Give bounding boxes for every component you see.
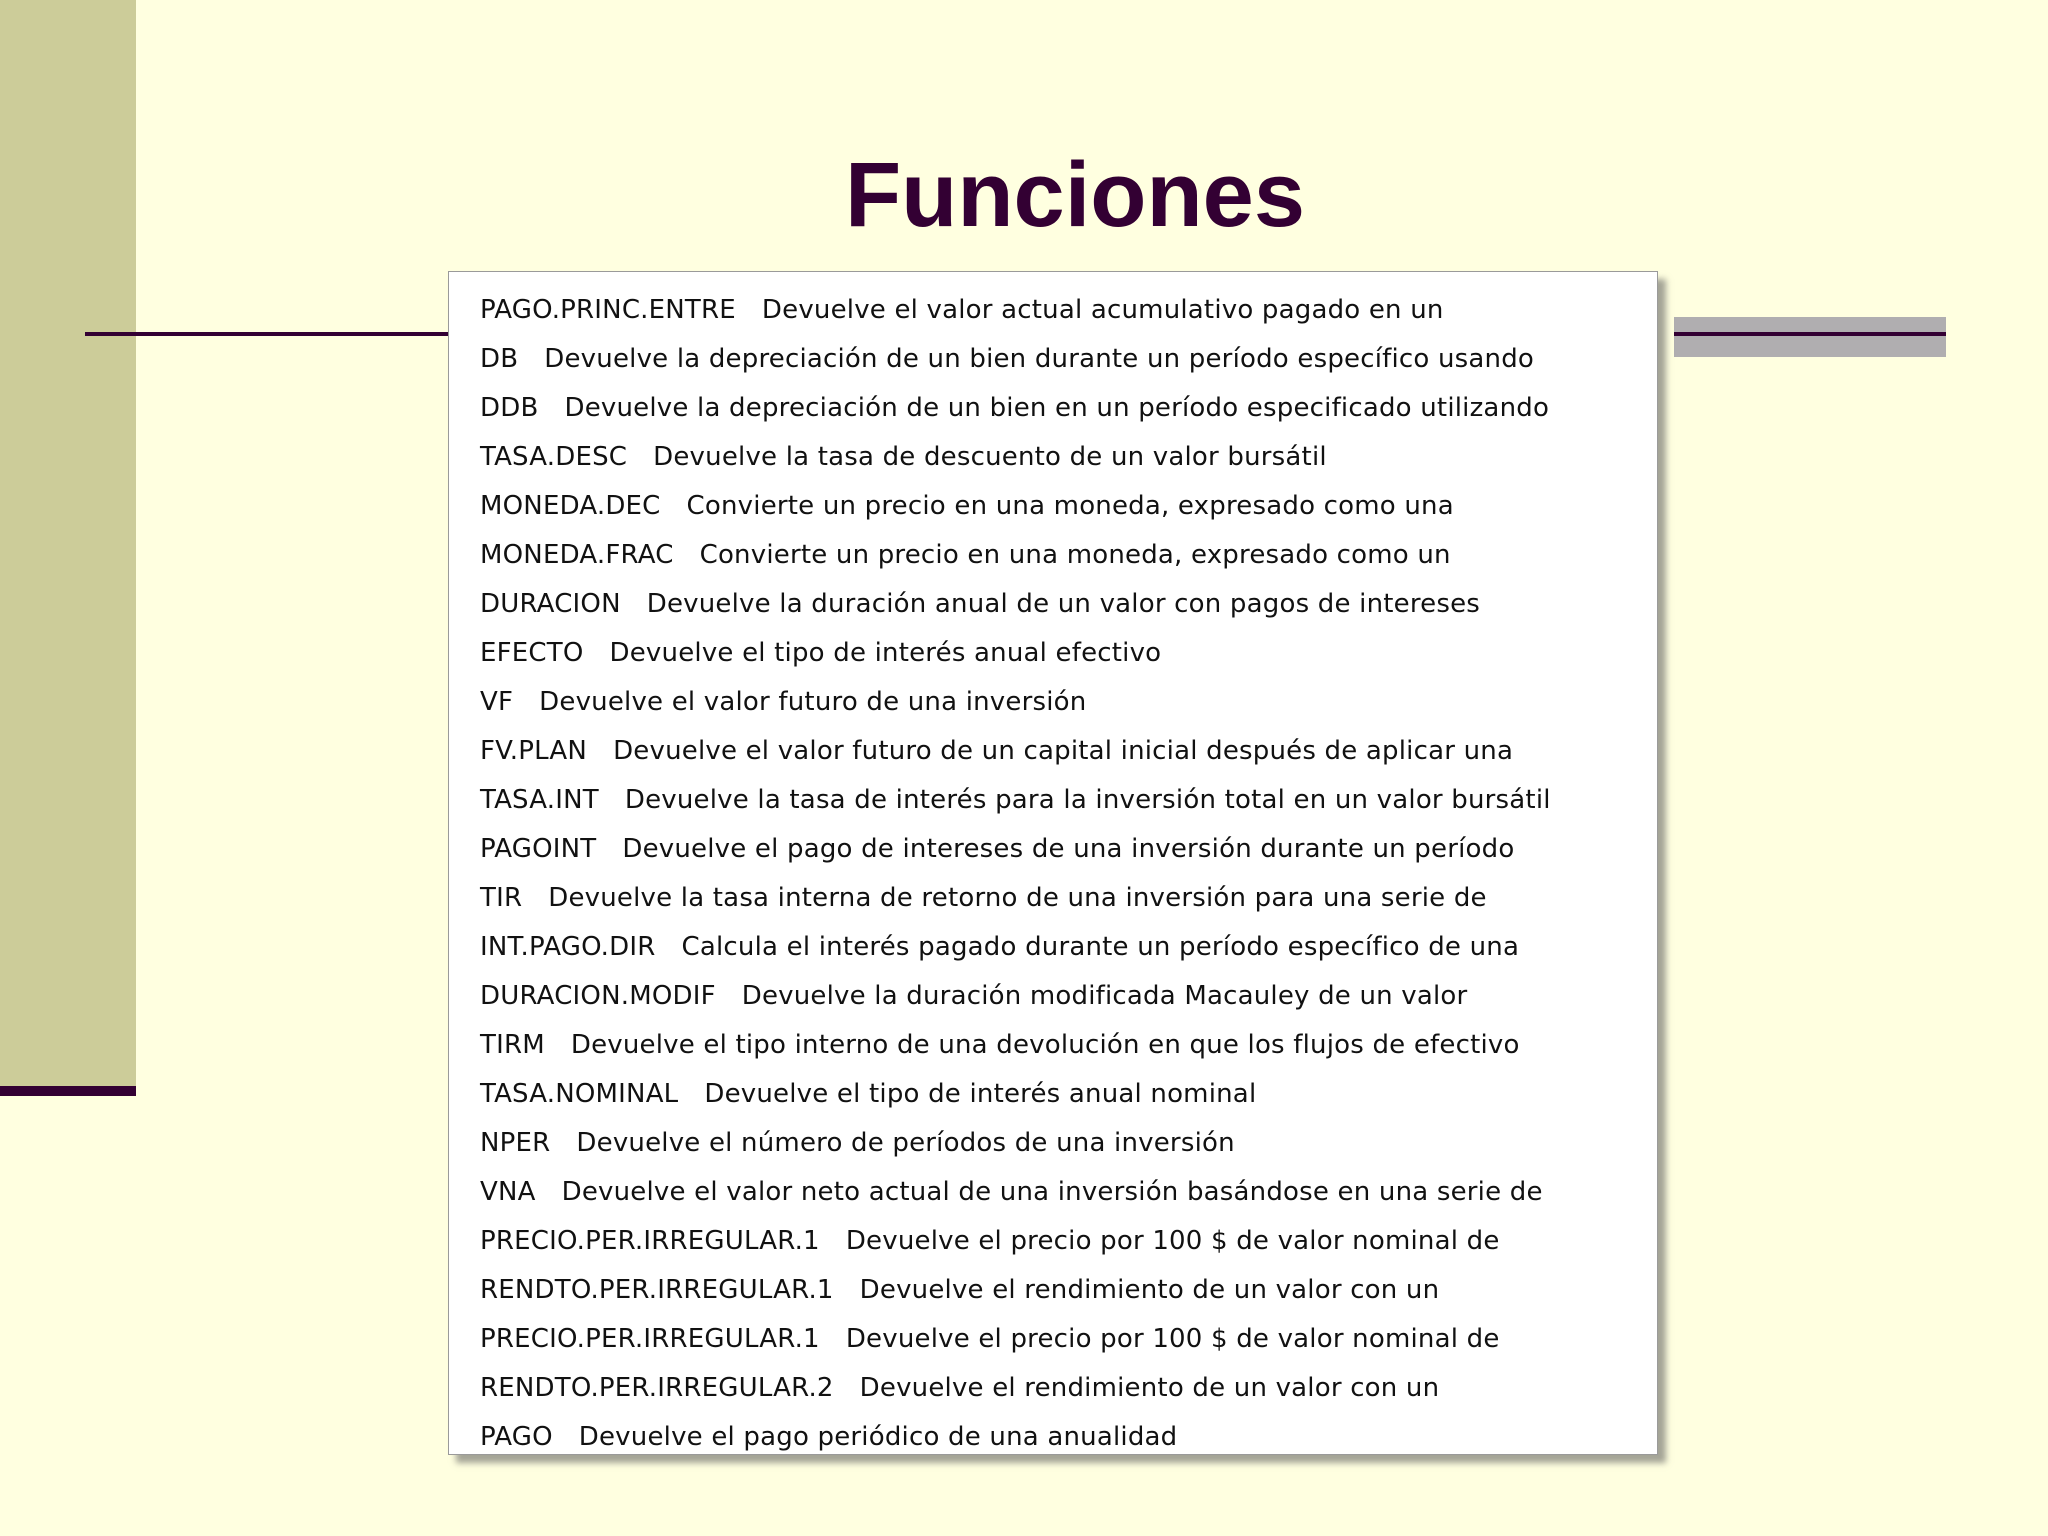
left-accent-bar	[0, 0, 136, 1086]
function-description: Devuelve el pago periódico de una anualidad	[578, 1422, 1178, 1452]
function-row	[480, 1119, 1657, 1168]
function-name: DURACION.MODIF	[480, 981, 716, 1011]
function-row	[480, 384, 1657, 433]
function-row	[480, 580, 1657, 629]
function-description: Devuelve el valor neto actual de una inversión basándose en una serie de	[561, 1177, 1543, 1207]
function-row	[480, 1070, 1657, 1119]
function-description: Devuelve la duración anual de un valor con pagos de intereses	[646, 589, 1481, 619]
function-description: Devuelve el valor futuro de un capital inicial después de aplicar una	[613, 736, 1514, 766]
function-description: Devuelve el número de períodos de una inversión	[576, 1128, 1235, 1158]
function-description: Devuelve la depreciación de un bien durante un período específico usando	[544, 344, 1535, 374]
function-description: Devuelve la depreciación de un bien en un período especificado utilizando	[564, 393, 1550, 423]
function-description: Devuelve el precio por 100 $ de valor nominal de	[845, 1324, 1500, 1354]
function-description: Devuelve la tasa de descuento de un valor bursátil	[653, 442, 1327, 472]
function-row	[480, 923, 1657, 972]
function-description: Devuelve el rendimiento de un valor con un	[859, 1373, 1440, 1403]
title-rule-left	[85, 332, 455, 336]
function-row	[480, 972, 1657, 1021]
function-name: DURACION	[480, 589, 621, 619]
function-row	[480, 678, 1657, 727]
function-name: VF	[480, 687, 514, 717]
function-row	[480, 1413, 1657, 1462]
function-name: NPER	[480, 1128, 551, 1158]
slide-title: Funciones	[844, 144, 1306, 246]
function-row	[480, 1217, 1657, 1266]
function-description: Devuelve el tipo interno de una devolución en que los flujos de efectivo	[570, 1030, 1520, 1060]
function-description: Devuelve el rendimiento de un valor con un	[859, 1275, 1440, 1305]
function-name: TIR	[480, 883, 523, 913]
function-row	[480, 531, 1657, 580]
function-description: Devuelve el tipo de interés anual nominal	[704, 1079, 1257, 1109]
function-description: Calcula el interés pagado durante un período específico de una	[681, 932, 1520, 962]
function-row	[480, 1168, 1657, 1217]
function-name: FV.PLAN	[480, 736, 588, 766]
function-list	[449, 272, 1657, 1462]
function-name: VNA	[480, 1177, 536, 1207]
title-rule-right-box	[1674, 317, 1946, 357]
function-row	[480, 1266, 1657, 1315]
function-row	[480, 874, 1657, 923]
function-description: Convierte un precio en una moneda, expresado como una	[686, 491, 1454, 521]
function-description: Devuelve la tasa interna de retorno de una inversión para una serie de	[548, 883, 1487, 913]
function-name: PAGO	[480, 1422, 553, 1452]
function-name: RENDTO.PER.IRREGULAR.2	[480, 1373, 834, 1403]
function-description: Convierte un precio en una moneda, expresado como un	[699, 540, 1451, 570]
function-row	[480, 482, 1657, 531]
function-description: Devuelve el tipo de interés anual efectivo	[609, 638, 1162, 668]
title-rule-right	[1674, 332, 1946, 336]
function-row	[480, 433, 1657, 482]
function-name: DB	[480, 344, 519, 374]
function-name: PAGO.PRINC.ENTRE	[480, 295, 736, 325]
function-description: Devuelve la duración modificada Macauley de un valor	[741, 981, 1468, 1011]
function-row	[480, 825, 1657, 874]
function-description: Devuelve el valor actual acumulativo pagado en un	[761, 295, 1444, 325]
function-name: INT.PAGO.DIR	[480, 932, 656, 962]
functions-panel	[448, 271, 1658, 1455]
function-row	[480, 727, 1657, 776]
function-name: MONEDA.DEC	[480, 491, 661, 521]
function-name: PAGOINT	[480, 834, 597, 864]
function-name: TIRM	[480, 1030, 545, 1060]
function-description: Devuelve la tasa de interés para la inversión total en un valor bursátil	[624, 785, 1551, 815]
function-name: RENDTO.PER.IRREGULAR.1	[480, 1275, 834, 1305]
function-name: EFECTO	[480, 638, 584, 668]
function-row	[480, 629, 1657, 678]
function-description: Devuelve el valor futuro de una inversión	[539, 687, 1087, 717]
left-accent-bar-foot	[0, 1086, 136, 1096]
function-name: PRECIO.PER.IRREGULAR.1	[480, 1226, 820, 1256]
function-name: TASA.DESC	[480, 442, 628, 472]
function-name: PRECIO.PER.IRREGULAR.1	[480, 1324, 820, 1354]
function-row	[480, 335, 1657, 384]
function-name: TASA.NOMINAL	[480, 1079, 679, 1109]
function-name: TASA.INT	[480, 785, 599, 815]
function-row	[480, 776, 1657, 825]
function-row	[480, 1364, 1657, 1413]
function-row	[480, 286, 1657, 335]
function-description: Devuelve el pago de intereses de una inversión durante un período	[622, 834, 1515, 864]
function-description: Devuelve el precio por 100 $ de valor nominal de	[845, 1226, 1500, 1256]
function-row	[480, 1021, 1657, 1070]
function-row	[480, 1315, 1657, 1364]
function-name: MONEDA.FRAC	[480, 540, 674, 570]
function-name: DDB	[480, 393, 539, 423]
